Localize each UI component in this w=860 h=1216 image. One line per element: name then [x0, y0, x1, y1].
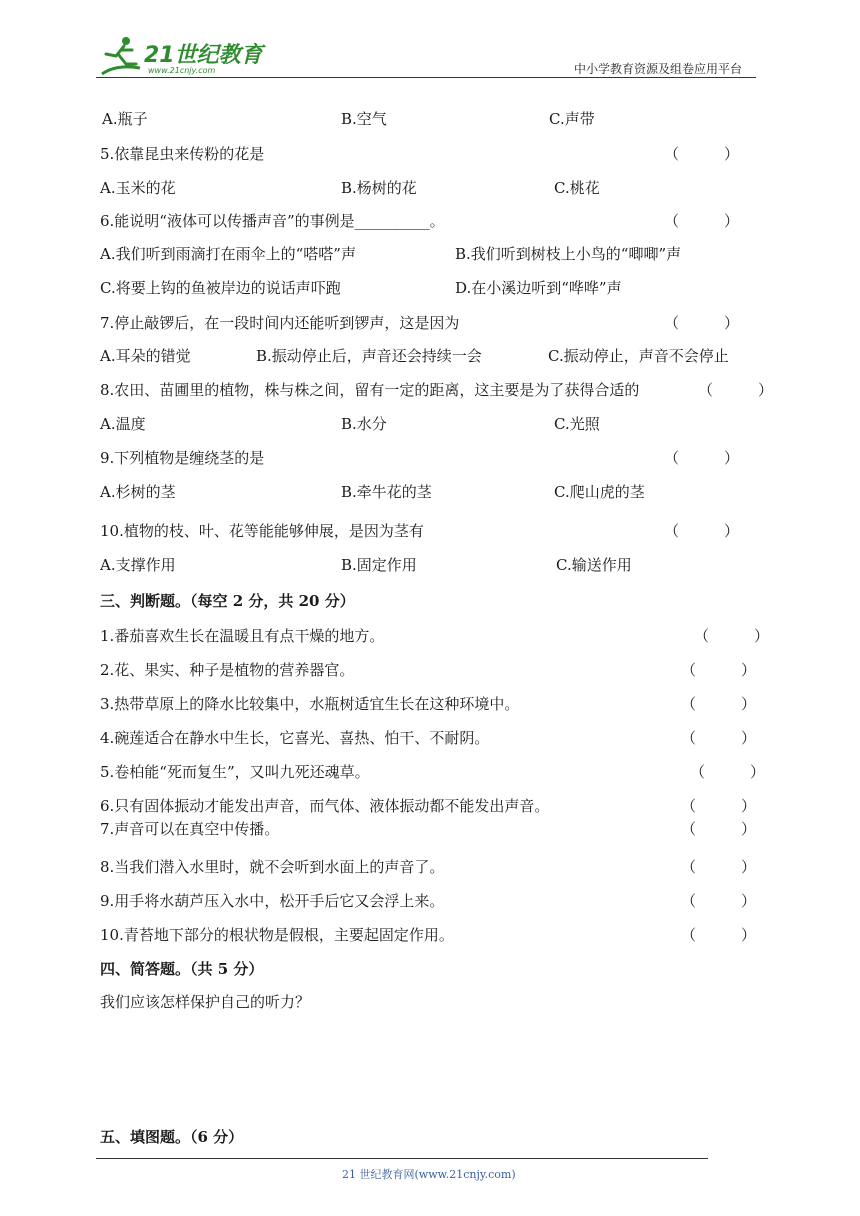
answer-paren: （ ）	[681, 858, 757, 876]
footer-text: 21 世纪教育网(www.21cnjy.com)	[342, 1168, 516, 1181]
judge-item: 4.碗莲适合在静水中生长，它喜光、喜热、怕干、不耐阴。	[100, 729, 490, 747]
option: A.我们听到雨滴打在雨伞上的“嗒嗒”声	[100, 245, 356, 263]
option: A.瓶子	[102, 110, 148, 128]
answer-paren: （ ）	[681, 661, 757, 679]
option: C.振动停止，声音不会停止	[548, 347, 729, 365]
option: C.声带	[549, 110, 595, 128]
answer-paren: （ ）	[681, 892, 757, 910]
option: A.杉树的茎	[100, 483, 176, 501]
option: B.杨树的花	[341, 179, 417, 197]
question-stem: 9.下列植物是缠绕茎的是	[100, 449, 265, 467]
option: B.水分	[341, 415, 387, 433]
option: A.玉米的花	[100, 179, 176, 197]
answer-paren: （ ）	[664, 212, 740, 230]
option: D.在小溪边听到“哗哗”声	[455, 279, 622, 297]
question-stem: 7.停止敲锣后，在一段时间内还能听到锣声，这是因为	[100, 314, 460, 332]
judge-item: 5.卷柏能“死而复生”，又叫九死还魂草。	[100, 763, 370, 781]
option: A.耳朵的错觉	[100, 347, 191, 365]
judge-item: 9.用手将水葫芦压入水中，松开手后它又会浮上来。	[100, 892, 445, 910]
option: B.牵牛花的茎	[341, 483, 432, 501]
option: B.我们听到树枝上小鸟的“唧唧”声	[455, 245, 682, 263]
answer-paren: （ ）	[664, 314, 740, 332]
judge-item: 6.只有固体振动才能发出声音，而气体、液体振动都不能发出声音。	[100, 797, 550, 815]
answer-paren: （ ）	[681, 729, 757, 747]
header-divider	[96, 77, 756, 78]
option: A.温度	[100, 415, 146, 433]
answer-paren: （ ）	[681, 820, 757, 838]
question-stem: 5.依靠昆虫来传粉的花是	[100, 145, 265, 163]
answer-paren: （ ）	[698, 381, 774, 399]
judge-item: 2.花、果实、种子是植物的营养器官。	[100, 661, 355, 679]
option: C.光照	[554, 415, 600, 433]
answer-paren: （ ）	[681, 797, 757, 815]
option: C.爬山虎的茎	[554, 483, 645, 501]
answer-paren: （ ）	[690, 763, 766, 781]
option: C.将要上钩的鱼被岸边的说话声吓跑	[100, 279, 341, 297]
judge-item: 8.当我们潜入水里时，就不会听到水面上的声音了。	[100, 858, 445, 876]
answer-paren: （ ）	[681, 695, 757, 713]
runner-logo-icon	[96, 34, 146, 78]
footer-divider	[96, 1158, 708, 1159]
logo-url: www.21cnjy.com	[148, 66, 216, 75]
option: A.支撑作用	[100, 556, 176, 574]
answer-paren: （ ）	[681, 926, 757, 944]
answer-paren: （ ）	[664, 449, 740, 467]
option: B.空气	[341, 110, 387, 128]
answer-paren: （ ）	[664, 145, 740, 163]
judge-item: 1.番茄喜欢生长在温暖且有点干燥的地方。	[100, 627, 385, 645]
answer-paren: （ ）	[694, 627, 770, 645]
option: C.输送作用	[556, 556, 632, 574]
site-tagline: 中小学教育资源及组卷应用平台	[574, 62, 743, 76]
judge-item: 10.青苔地下部分的根状物是假根，主要起固定作用。	[100, 926, 454, 944]
section-title: 四、简答题。（共 5 分）	[100, 960, 264, 978]
question-stem: 8.农田、苗圃里的植物，株与株之间，留有一定的距离，这主要是为了获得合适的	[100, 381, 640, 399]
logo-text: 21世纪教育	[144, 43, 263, 68]
judge-item: 7.声音可以在真空中传播。	[100, 820, 280, 838]
logo	[96, 34, 266, 78]
short-answer-question: 我们应该怎样保护自己的听力？	[100, 993, 311, 1011]
option: B.振动停止后，声音还会持续一会	[256, 347, 482, 365]
question-stem: 6.能说明“液体可以传播声音”的事例是__________。	[100, 212, 445, 230]
question-stem: 10.植物的枝、叶、花等能能够伸展，是因为茎有	[100, 522, 424, 540]
answer-paren: （ ）	[664, 522, 740, 540]
section-title: 三、判断题。（每空 2 分，共 20 分）	[100, 592, 355, 610]
option: C.桃花	[554, 179, 600, 197]
judge-item: 3.热带草原上的降水比较集中，水瓶树适宜生长在这种环境中。	[100, 695, 520, 713]
section-title: 五、填图题。（6 分）	[100, 1128, 244, 1146]
option: B.固定作用	[341, 556, 417, 574]
